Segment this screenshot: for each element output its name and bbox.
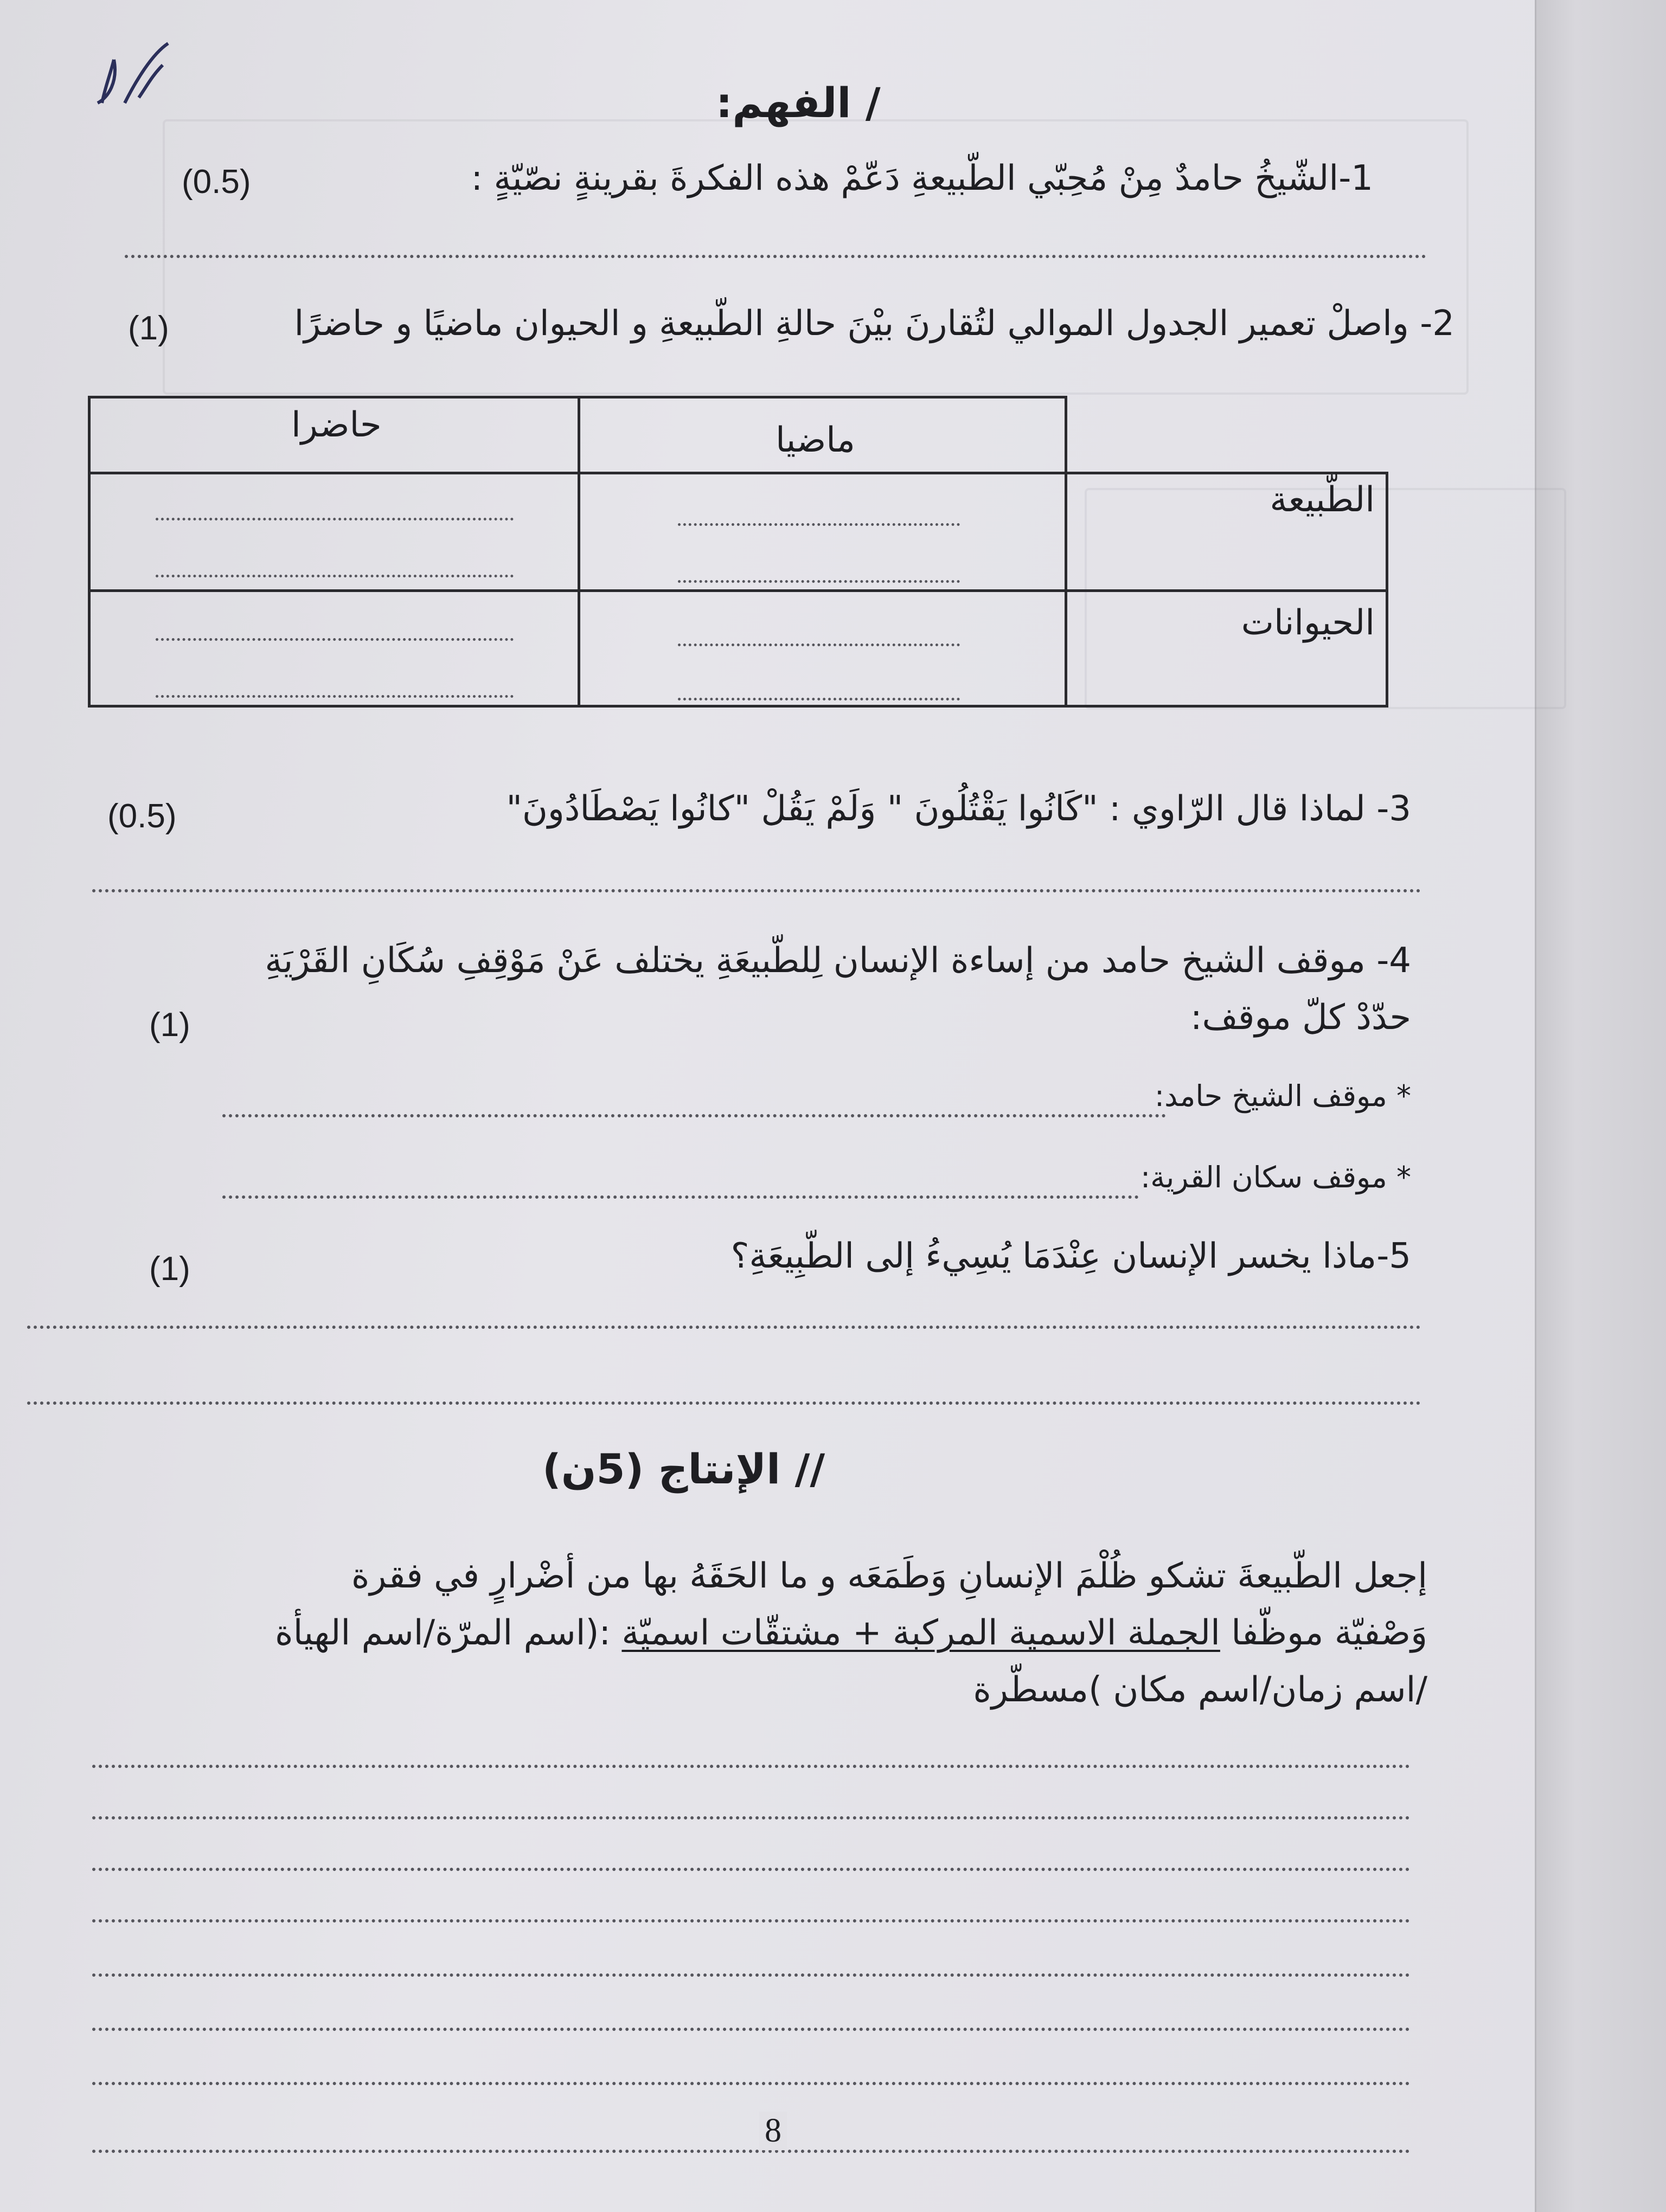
q4-sub-villagers-label: * موقف سكان القرية: — [1140, 1160, 1411, 1194]
writing-line-8[interactable] — [92, 2150, 1410, 2153]
q2-text: 2- واصلْ تعمير الجدول الموالي لتُقارنَ بيْنَ حالةِ الطّبيعةِ و الحيوان ماضيًا و حاضرًا — [294, 304, 1454, 344]
col-header-past: ماضيا — [776, 420, 855, 460]
q4-sub-villagers-answer-line[interactable] — [222, 1195, 1139, 1199]
row-animals-label-cell — [1065, 589, 1388, 708]
section-heading-comprehension: / الفهم: — [716, 79, 881, 127]
q5-answer-line-2[interactable] — [27, 1401, 1421, 1405]
q4-text: 4- موقف الشيخ حامد من إساءة الإنسان لِلطّبيعَةِ يختلف عَنْ مَوْقِفِ سُكَانِ القَرْيَةِ — [265, 941, 1411, 981]
q4-sub-sheikh-label: * موقف الشيخ حامد: — [1154, 1079, 1411, 1113]
q5-text: 5-ماذا يخسر الإنسان عِنْدَمَا يُسِيءُ إلى الطّبِيعَةِ؟ — [731, 1236, 1411, 1276]
writing-line-5[interactable] — [92, 1973, 1410, 1977]
q5-answer-line-1[interactable] — [27, 1326, 1421, 1329]
q3-text: 3- لماذا قال الرّاوي : "كَانُوا يَقْتُلُونَ " وَلَمْ يَقُلْ "كانُوا يَصْطَادُونَ" — [506, 789, 1411, 829]
production-line2-tail: :(اسم المرّة/اسم الهيأة — [275, 1613, 611, 1653]
q2-points: (1) — [128, 310, 169, 347]
q3-answer-line[interactable] — [92, 889, 1421, 892]
row-nature-label-cell — [1065, 472, 1388, 592]
row-nature-past-cell[interactable] — [578, 472, 1067, 592]
row-label-nature: الطّبيعة — [1270, 480, 1375, 520]
row-nature-present-cell[interactable] — [88, 472, 580, 592]
q1-answer-line[interactable] — [125, 255, 1426, 258]
production-line2-underlined: الجملة الاسمية المركبة + مشتقّات اسميّة — [621, 1613, 1220, 1653]
q5-points: (1) — [149, 1250, 190, 1288]
q4-points: (1) — [149, 1006, 190, 1044]
writing-line-4[interactable] — [92, 1919, 1410, 1922]
header-cell-past — [578, 396, 1067, 474]
writing-line-6[interactable] — [92, 2028, 1410, 2031]
writing-line-2[interactable] — [92, 1816, 1410, 1819]
q3-points: (0.5) — [107, 798, 177, 835]
q1-text: 1-الشّيخُ حامدٌ مِنْ مُحِبّي الطّبيعةِ دَعّمْ هذه الفكرةَ بقرينةٍ نصّيّةٍ : — [471, 158, 1373, 198]
production-line-2 — [275, 1613, 1427, 1653]
handwritten-grade-mark — [92, 22, 179, 119]
writing-line-7[interactable] — [92, 2082, 1410, 2085]
writing-line-3[interactable] — [92, 1868, 1410, 1871]
production-line-3: /اسم زمان/اسم مكان )مسطّرة — [973, 1670, 1427, 1710]
page-edge-background — [1535, 0, 1666, 2212]
section-heading-production: // الإنتاج (5ن) — [542, 1445, 825, 1493]
production-line-1: إجعل الطّبيعةَ تشكو ظُلْمَ الإنسانِ وَطَمَعَه و ما الحَقَهُ بها من أضْرارٍ في فقرة — [351, 1556, 1427, 1596]
production-line2-lead: وَصْفيّة موظّفا — [1231, 1613, 1427, 1653]
row-label-animals: الحيوانات — [1241, 603, 1375, 643]
header-cell-present — [88, 396, 580, 474]
q4-text-line2: حدّدْ كلّ موقف: — [1190, 998, 1411, 1038]
comparison-table — [88, 396, 1388, 708]
row-animals-past-cell[interactable] — [578, 589, 1067, 708]
writing-line-1[interactable] — [92, 1765, 1410, 1768]
q4-sub-sheikh-answer-line[interactable] — [222, 1114, 1166, 1117]
col-header-present: حاضرا — [291, 405, 382, 445]
page-number: 8 — [759, 2112, 787, 2150]
row-animals-present-cell[interactable] — [88, 589, 580, 708]
q1-points: (0.5) — [182, 163, 251, 201]
